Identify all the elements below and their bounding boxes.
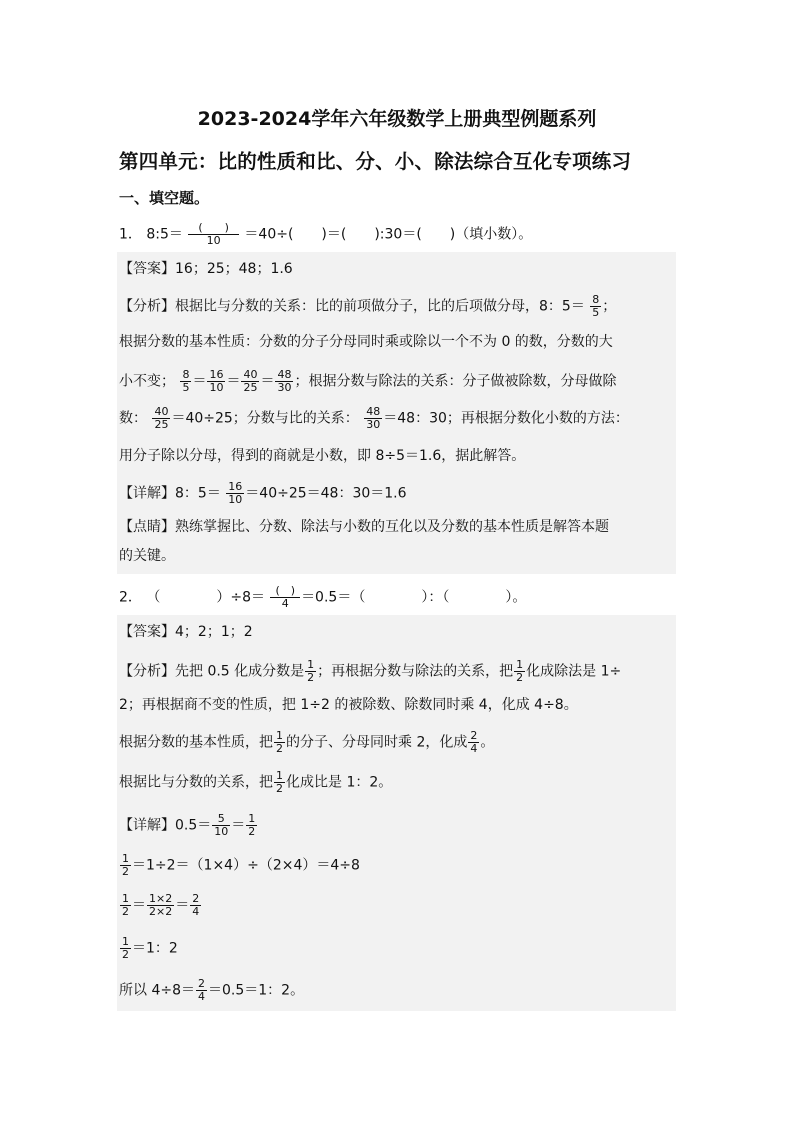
fraction: $\frac{16}{10}$	[228, 480, 243, 506]
analysis-1-line-1: 【分析】根据比与分数的关系：比的前项做分子，比的后项做分母，8：5＝ $\frac{8}{5}$ ；	[119, 293, 617, 319]
fraction: $\frac{5}{10}$	[214, 812, 229, 838]
fraction: $\frac{1}{2}$	[122, 892, 129, 918]
answer-2: 【答案】4；2；1；2	[119, 624, 253, 640]
detail-2-line-1: 【详解】0.5＝ $\frac{5}{10}$ ＝ $\frac{1}{2}$	[119, 812, 256, 838]
question-number: 1．	[119, 226, 142, 243]
analysis-1-line-4: 数： $\frac{40}{25}$ ＝40÷25；分数与比的关系： $\frac{48}{30}$ ＝48：30；再根据分数化小数的方法：	[119, 405, 629, 431]
fraction: $\frac{1\times 2}{2\times 2}$	[149, 892, 173, 918]
analysis-2-line-3: 根据分数的基本性质，把 $\frac{1}{2}$ 的分子、分母同时乘 2，化成 $\frac{2}{4}$ 。	[119, 729, 495, 755]
question-text: 8:5＝	[146, 226, 183, 243]
fraction: $\frac{2}{4}$	[192, 892, 200, 918]
document-title: 2023-2024学年六年级数学上册典型例题系列	[197, 108, 597, 130]
question-1	[119, 222, 532, 247]
fraction: $\frac{2}{4}$	[470, 729, 478, 755]
analysis-2-line-4: 根据比与分数的关系，把 $\frac{1}{2}$ 化成比是 1：2。	[119, 769, 393, 795]
section-heading: 一、填空题。	[119, 189, 210, 207]
answer-1: 【答案】16；25；48；1.6	[119, 261, 293, 277]
fraction: $\frac{2}{4}$	[198, 977, 205, 1003]
fraction: $\frac{1}{2}$	[122, 852, 129, 878]
fraction-blank: $\frac{( )}{4}$	[270, 585, 300, 610]
detail-2-line-2: $\frac{1}{2}$ ＝1÷2＝（1×4）÷（2×4）＝4÷8	[122, 852, 360, 878]
detail-1: 【详解】8：5＝ $\frac{16}{10}$ ＝40÷25＝48：30＝1.6	[119, 480, 407, 506]
fraction: $\frac{1}{2}$	[276, 729, 283, 755]
detail-2-line-4: $\frac{1}{2}$ ＝1：2	[122, 935, 178, 961]
analysis-2-line-1: 【分析】先把 0.5 化成分数是 $\frac{1}{2}$ ；再根据分数与除法的关系，把 $\frac{1}{2}$ 化成除法是 1÷	[119, 658, 622, 684]
point-1-line-2: 的关键。	[119, 548, 175, 564]
fraction: $\frac{40}{25}$	[243, 368, 258, 394]
fraction: $\frac{1}{2}$	[516, 658, 524, 684]
fraction: $\frac{8}{5}$	[592, 293, 600, 319]
point-1-line-1: 【点睛】熟练掌握比、分数、除法与小数的互化以及分数的基本性质是解答本题	[119, 519, 609, 535]
analysis-1-line-2: 根据分数的基本性质：分数的分子分母同时乘或除以一个不为 0 的数，分数的大	[119, 334, 613, 350]
fraction: $\frac{8}{5}$	[182, 368, 190, 394]
detail-2-line-5: 所以 4÷8＝ $\frac{2}{4}$ ＝0.5＝1：2。	[119, 977, 305, 1003]
fraction: $\frac{40}{25}$	[154, 405, 169, 431]
fraction-blank: $\frac{( )}{10}$	[188, 222, 239, 247]
analysis-2-line-2: 2；再根据商不变的性质，把 1÷2 的被除数、除数同时乘 4，化成 4÷8。	[119, 697, 578, 713]
analysis-1-line-3: 小不变； $\frac{8}{5}$ ＝ $\frac{16}{10}$ ＝ $\frac{40}{25}$ ＝ $\frac{48}{30}$ ；根据分数与除法的关系：分子做被除数，分母做除	[119, 368, 617, 394]
question-number: 2．	[119, 589, 142, 606]
question-text: ＝0.5＝（ ）：（ ）。	[301, 589, 527, 606]
fraction: $\frac{48}{30}$	[277, 368, 292, 394]
fraction: $\frac{48}{30}$	[366, 405, 381, 431]
detail-2-line-3: $\frac{1}{2}$ ＝ $\frac{1\times 2}{2\times 2}$ ＝ $\frac{2}{4}$	[122, 892, 200, 918]
fraction: $\frac{1}{2}$	[307, 658, 315, 684]
question-2	[119, 585, 526, 610]
question-text: ＝40÷( )＝( ):30＝( )（填小数）。	[244, 226, 533, 243]
fraction: $\frac{1}{2}$	[122, 935, 129, 961]
unit-subtitle: 第四单元：比的性质和比、分、小、除法综合互化专项练习	[119, 150, 632, 173]
question-text: （ ）÷8＝	[146, 589, 266, 606]
analysis-1-line-5: 用分子除以分母，得到的商就是小数，即 8÷5＝1.6，据此解答。	[119, 448, 526, 464]
fraction: $\frac{1}{2}$	[248, 812, 256, 838]
fraction: $\frac{16}{10}$	[209, 368, 224, 394]
fraction: $\frac{1}{2}$	[276, 769, 283, 795]
